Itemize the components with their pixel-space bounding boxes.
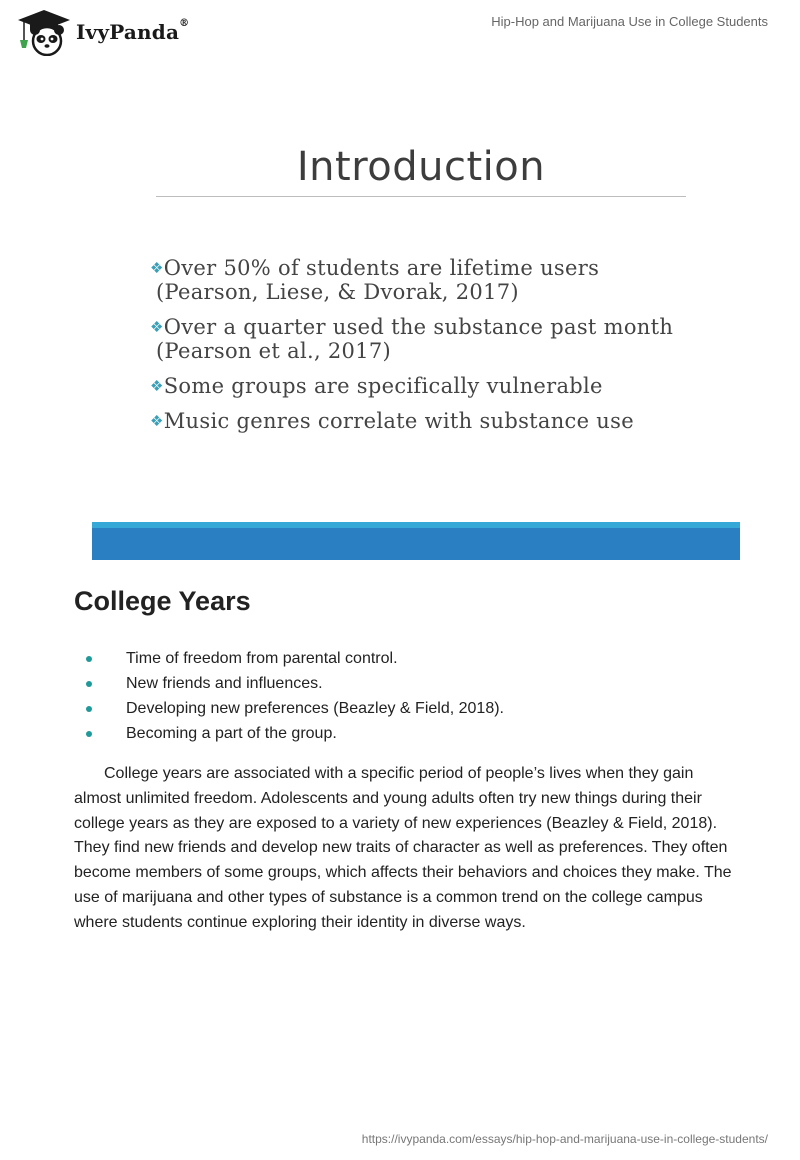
slide-bullet: ❖Over 50% of students are lifetime users (Pearson, Liese, & Dvorak, 2017) — [150, 256, 710, 304]
diamond-bullet-icon: ❖ — [150, 318, 164, 336]
brand-logo[interactable] — [14, 8, 189, 56]
bullet-dot-icon — [86, 731, 92, 737]
panda-logo-icon — [14, 8, 74, 56]
brand-name: IvyPanda — [76, 20, 180, 44]
slide-title-divider — [156, 196, 686, 197]
registered-mark: ® — [179, 18, 190, 29]
body-paragraph: College years are associated with a specific period of people’s lives when they gain almost unlimited freedom. Adolescents and young adults often try new things during their college years as they are exposed to a variety of new experiences (Beazley & Field, 2018). They find new friends and develop new traits of character as well as preferences. They often become members of some groups, which affects their behaviors and choices they make. The use of marijuana and other types of substance is a common trend on the college campus where students continue exploring their identity in diverse ways. — [74, 765, 732, 931]
page-header — [0, 0, 800, 60]
section-bullet-list — [86, 646, 504, 746]
slide-bullet: ❖Music genres correlate with substance use — [150, 409, 634, 433]
slide-bullet-citation: (Pearson, Liese, & Dvorak, 2017) — [156, 280, 519, 304]
source-url-link[interactable]: https://ivypanda.com/essays/hip-hop-and-marijuana-use-in-college-students/ — [361, 1132, 768, 1146]
section-heading: College Years — [74, 586, 251, 616]
bullet-dot-icon — [86, 706, 92, 712]
list-item: Time of freedom from parental control. — [86, 646, 504, 671]
diamond-bullet-icon: ❖ — [150, 377, 164, 395]
bullet-dot-icon — [86, 681, 92, 687]
slide-title: Introduction — [296, 144, 546, 190]
document-title: Hip-Hop and Marijuana Use in College Students — [491, 14, 768, 29]
slide-bullet: ❖Some groups are specifically vulnerable — [150, 374, 603, 398]
diamond-bullet-icon: ❖ — [150, 412, 164, 430]
slide-image — [92, 120, 740, 560]
list-item: Developing new preferences (Beazley & Field, 2018). — [86, 696, 504, 721]
list-item: Becoming a part of the group. — [86, 721, 504, 746]
bullet-dot-icon — [86, 656, 92, 662]
slide-bullet: ❖Over a quarter used the substance past month (Pearson et al., 2017) — [150, 315, 710, 363]
slide-bullet-citation: (Pearson et al., 2017) — [156, 339, 392, 363]
list-item: New friends and influences. — [86, 671, 504, 696]
slide-bullet-list — [150, 256, 710, 444]
diamond-bullet-icon: ❖ — [150, 259, 164, 277]
slide-footer-band — [92, 528, 740, 560]
